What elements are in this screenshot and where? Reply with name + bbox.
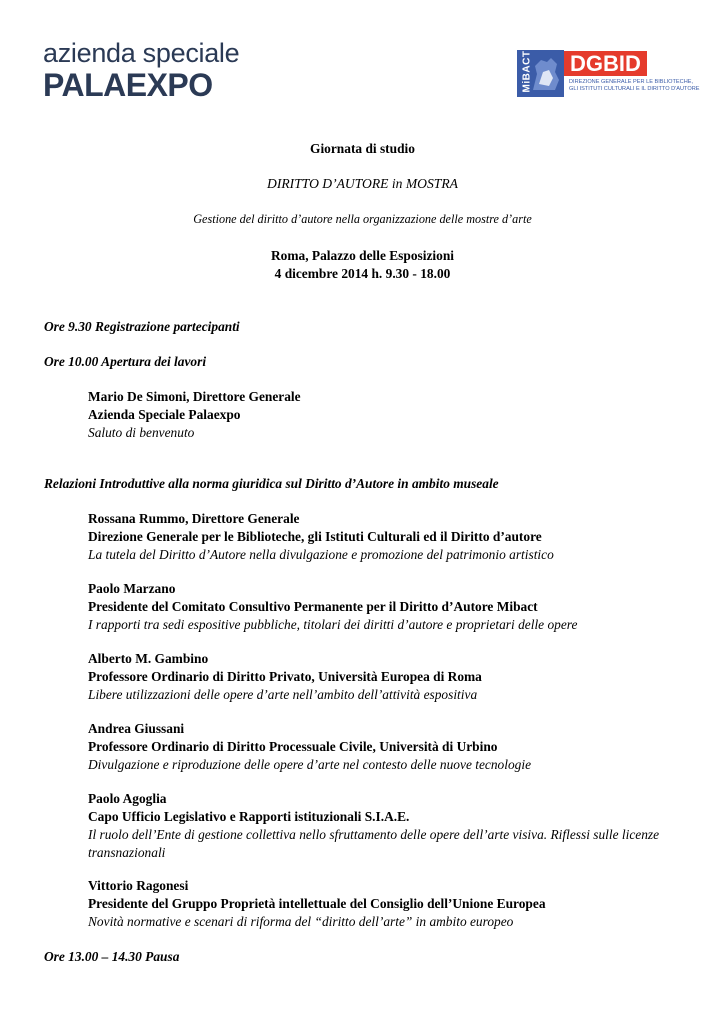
mibact-emblem (517, 50, 564, 97)
mibact-label: MiBACT (521, 50, 533, 93)
dgbid-logo (517, 50, 700, 98)
speaker-topic: Il ruolo dell’Ente di gestione collettiva nello sfruttamento delle opere dell’arte visiva. Riflessi sulle licenze transnazionali (88, 827, 660, 860)
speaker-block (88, 650, 688, 704)
palaexpo-logo-line1: azienda speciale (43, 38, 240, 68)
speaker-name: Paolo Agoglia (88, 791, 167, 806)
registration-line: Ore 9.30 Registrazione partecipanti (44, 319, 240, 334)
dgbid-subtitle (569, 79, 699, 93)
opening-speaker (88, 388, 688, 442)
speaker-block (88, 877, 688, 931)
speaker-role: Presidente del Comitato Consultivo Permanente per il Diritto d’Autore Mibact (88, 599, 538, 614)
speaker-role: Professore Ordinario di Diritto Privato, Università Europea di Roma (88, 669, 482, 684)
speaker-topic: La tutela del Diritto d’Autore nella divulgazione e promozione del patrimonio artistico (88, 547, 554, 562)
event-date: 4 dicembre 2014 h. 9.30 - 18.00 (274, 266, 451, 281)
speaker-block (88, 580, 688, 634)
document-title: Giornata di studio (310, 141, 415, 156)
speaker-block (88, 510, 688, 564)
speaker-role: Professore Ordinario di Diritto Processuale Civile, Università di Urbino (88, 739, 498, 754)
dgbid-subtitle-line2: GLI ISTITUTI CULTURALI E IL DIRITTO D'AUTORE (569, 86, 700, 92)
speaker-role: Presidente del Gruppo Proprietà intellettuale del Consiglio dell’Unione Europea (88, 896, 546, 911)
event-place: Roma, Palazzo delle Esposizioni (271, 248, 454, 263)
dgbid-subtitle-line1: DIREZIONE GENERALE PER LE BIBLIOTECHE, (569, 79, 694, 85)
pause-line: Ore 13.00 – 14.30 Pausa (44, 949, 180, 964)
palaexpo-logo-line2: PALAEXPO (43, 67, 213, 103)
speaker-block (88, 720, 688, 774)
speaker-name: Paolo Marzano (88, 581, 176, 596)
event-subtitle: Gestione del diritto d’autore nella organizzazione delle mostre d’arte (193, 212, 532, 226)
event-place-date (0, 247, 725, 283)
dgbid-wordmark: DGBID (564, 51, 647, 76)
opening-line: Ore 10.00 Apertura dei lavori (44, 354, 207, 369)
speaker-name: Andrea Giussani (88, 721, 185, 736)
speaker-topic: Divulgazione e riproduzione delle opere d’arte nel contesto delle nuove tecnologie (88, 757, 532, 772)
speaker-name: Vittorio Ragonesi (88, 878, 189, 893)
speaker-name: Rossana Rummo, Direttore Generale (88, 511, 300, 526)
speaker-role: Direzione Generale per le Biblioteche, gli Istituti Culturali ed il Diritto d’autore (88, 529, 542, 544)
speaker-block (88, 790, 688, 862)
event-title: DIRITTO D’AUTORE in MOSTRA (267, 176, 458, 191)
speaker-role: Capo Ufficio Legislativo e Rapporti istituzionali S.I.A.E. (88, 809, 410, 824)
speaker-topic: I rapporti tra sedi espositive pubbliche, titolari dei diritti d’autore e proprietari delle opere (88, 617, 578, 632)
speaker-name: Mario De Simoni, Direttore Generale (88, 389, 301, 404)
speaker-topic: Saluto di benvenuto (88, 425, 195, 440)
speaker-role: Azienda Speciale Palaexpo (88, 407, 241, 422)
palaexpo-logo (43, 38, 239, 102)
statue-icon (529, 54, 563, 94)
speaker-topic: Libere utilizzazioni delle opere d’arte nell’ambito dell’attività espositiva (88, 687, 478, 702)
speaker-name: Alberto M. Gambino (88, 651, 209, 666)
session-title: Relazioni Introduttive alla norma giuridica sul Diritto d’Autore in ambito museale (44, 476, 499, 491)
speaker-topic: Novità normative e scenari di riforma del “diritto dell’arte” in ambito europeo (88, 914, 514, 929)
